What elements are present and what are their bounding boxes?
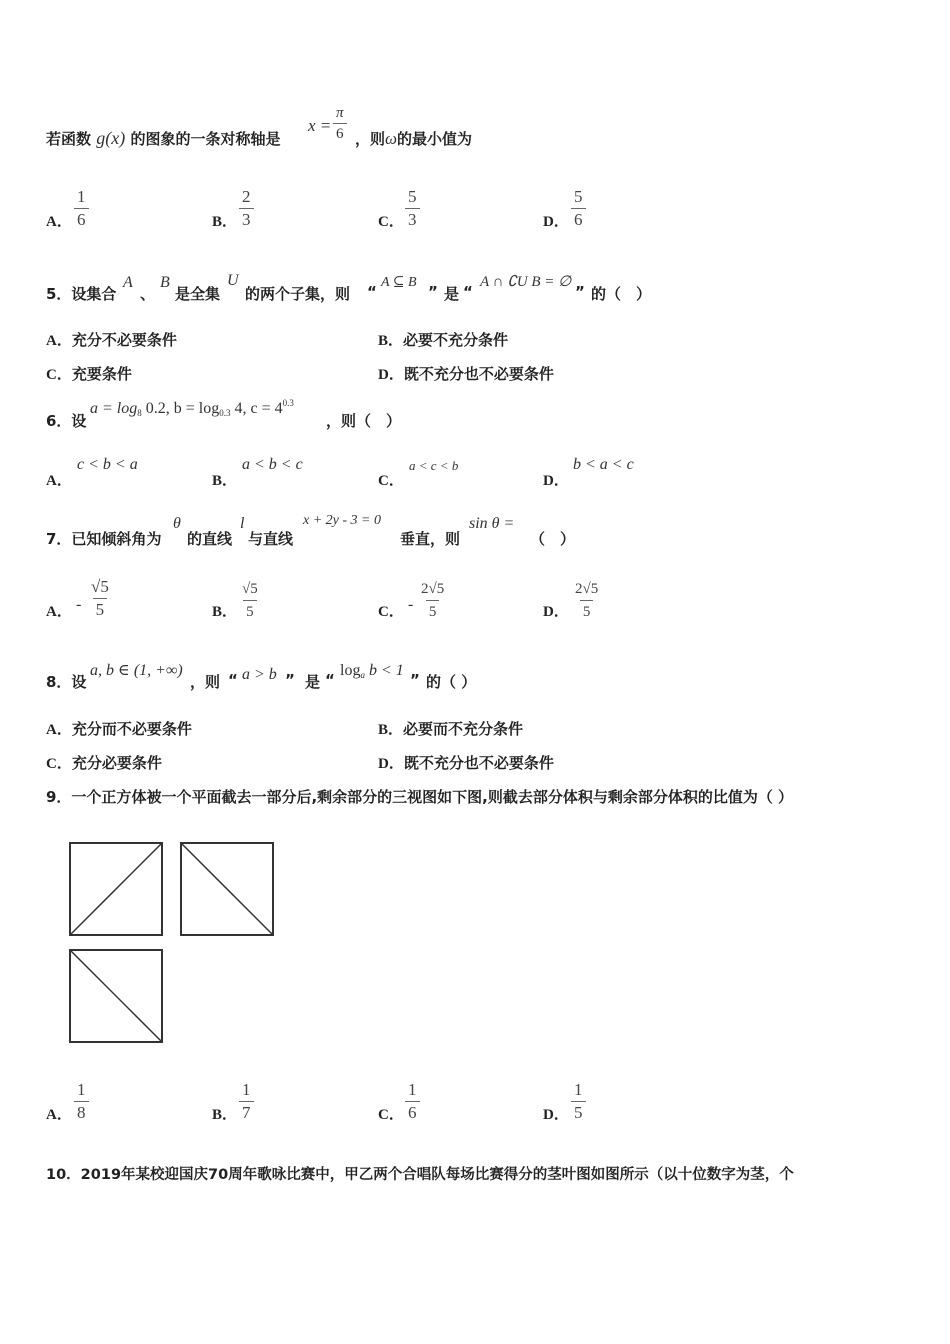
- q9-option-b-value: $\frac{1}{7}$: [239, 1079, 254, 1124]
- q7-line-l: l: [240, 515, 245, 532]
- q5-option-a: A．充分不必要条件: [46, 331, 177, 349]
- q6-option-a-label: A．: [46, 473, 72, 489]
- q6-option-c-label: C．: [378, 473, 404, 489]
- q8-option-c: C．充分必要条件: [46, 754, 162, 772]
- q8-option-a: A．充分而不必要条件: [46, 720, 192, 738]
- q4-option-d-value: $\frac{5}{6}$: [571, 186, 586, 231]
- q5-number: 5．设集合: [46, 285, 117, 303]
- q9-option-a-label: A．: [46, 1107, 72, 1123]
- q9-option-c-value: $\frac{1}{6}$: [405, 1079, 420, 1124]
- q6-option-c-value: a < c < b: [409, 458, 459, 473]
- q9-option-c-label: C．: [378, 1107, 404, 1123]
- q7-theta: θ: [173, 515, 181, 532]
- q8-condition-1: a > b: [242, 666, 277, 683]
- q7-option-c-label: C．: [378, 604, 404, 620]
- q9-option-b-label: B．: [212, 1107, 238, 1123]
- q5-condition-1: A ⊆ B: [381, 275, 417, 290]
- q9-option-d-label: D．: [543, 1107, 569, 1123]
- q5-option-c: C．充要条件: [46, 365, 132, 383]
- q6-option-d-value: b < a < c: [573, 456, 634, 473]
- q4-option-a-value: $\frac{1}{6}$: [74, 186, 89, 231]
- q4-function: g(x): [96, 128, 126, 148]
- q10-stem: 10．2019年某校迎国庆70周年歌咏比赛中，甲乙两个合唱队每场比赛得分的茎叶图如图所示（以十位数字为茎，个: [46, 1167, 794, 1183]
- q8-condition-2: $\log_a b < 1$: [340, 662, 404, 680]
- q5-set-b: B: [160, 274, 170, 291]
- q4-option-c-label: C．: [378, 214, 404, 230]
- q4-text: 的图象的一条对称轴是: [130, 130, 281, 148]
- q9-three-views-bottom: [68, 948, 164, 1044]
- q5-universal-set: U: [227, 272, 239, 289]
- q7-option-b-label: B．: [212, 604, 238, 620]
- q7-option-d-value: $\frac{2√5}{5}$: [572, 578, 601, 623]
- q7-line-equation: x + 2y - 3 = 0: [303, 513, 381, 528]
- q7-option-a-label: A．: [46, 604, 72, 620]
- q5-option-b: B．必要不充分条件: [378, 331, 509, 349]
- q5-condition-2: A ∩ ∁U B = ∅: [480, 274, 572, 290]
- q4-option-c-value: $\frac{5}{3}$: [405, 186, 420, 231]
- q9-three-views-top: [68, 841, 276, 937]
- q5-set-a: A: [123, 274, 133, 291]
- q4-axis-fraction: $\frac{\pi}{6}$: [333, 103, 347, 144]
- q6-option-a-value: c < b < a: [77, 456, 138, 473]
- q7-number: 7．已知倾斜角为: [46, 530, 162, 548]
- q4-stem: [46, 128, 280, 149]
- q8-number: 8．设: [46, 673, 87, 691]
- side-view-diagonal: [181, 843, 273, 935]
- q4-stem-tail: ，则ω的最小值为: [355, 129, 473, 148]
- q7-option-c-sign: -: [408, 596, 414, 613]
- q7-option-d-label: D．: [543, 604, 569, 620]
- q7-option-a-value: $\frac{√5}{5}$: [91, 577, 109, 619]
- q4-omega: ω: [385, 129, 398, 148]
- q6-option-d-label: D．: [543, 473, 569, 489]
- q4-axis-eq: x =: [308, 116, 332, 135]
- q4-option-b-label: B．: [212, 214, 238, 230]
- q6-option-b-label: B．: [212, 473, 238, 489]
- q7-option-c-value: $\frac{2√5}{5}$: [418, 578, 447, 623]
- q9-option-d-value: $\frac{1}{5}$: [571, 1079, 586, 1124]
- front-view-diagonal: [70, 843, 162, 935]
- q7-option-b-value: $\frac{√5}{5}$: [239, 578, 261, 623]
- q6-expression: $a = \log_8 0.2$, $b = \log_{0.3} 4$, $c = 4^{0.3}$: [90, 398, 294, 418]
- top-view-diagonal: [70, 950, 162, 1042]
- q5-option-d: D．既不充分也不必要条件: [378, 365, 554, 383]
- q8-option-b: B．必要而不充分条件: [378, 720, 524, 738]
- q7-option-a-sign: -: [76, 596, 82, 613]
- q4-text: 若函数: [46, 130, 92, 148]
- q6-number: 6．设: [46, 412, 87, 430]
- q6-option-b-value: a < b < c: [242, 456, 303, 473]
- q4-option-b-value: $\frac{2}{3}$: [239, 186, 254, 231]
- q8-domain: a, b ∈ (1, +∞): [90, 662, 183, 679]
- q9-stem: 9．一个正方体被一个平面截去一部分后,剩余部分的三视图如下图,则截去部分体积与剩余部分体积的比值为（ ）: [46, 788, 794, 806]
- q4-option-d-label: D．: [543, 214, 569, 230]
- q8-option-d: D．既不充分也不必要条件: [378, 754, 554, 772]
- q4-option-a-label: A．: [46, 214, 72, 230]
- q9-option-a-value: $\frac{1}{8}$: [74, 1079, 89, 1124]
- q7-sin-theta: sin θ =: [469, 515, 515, 532]
